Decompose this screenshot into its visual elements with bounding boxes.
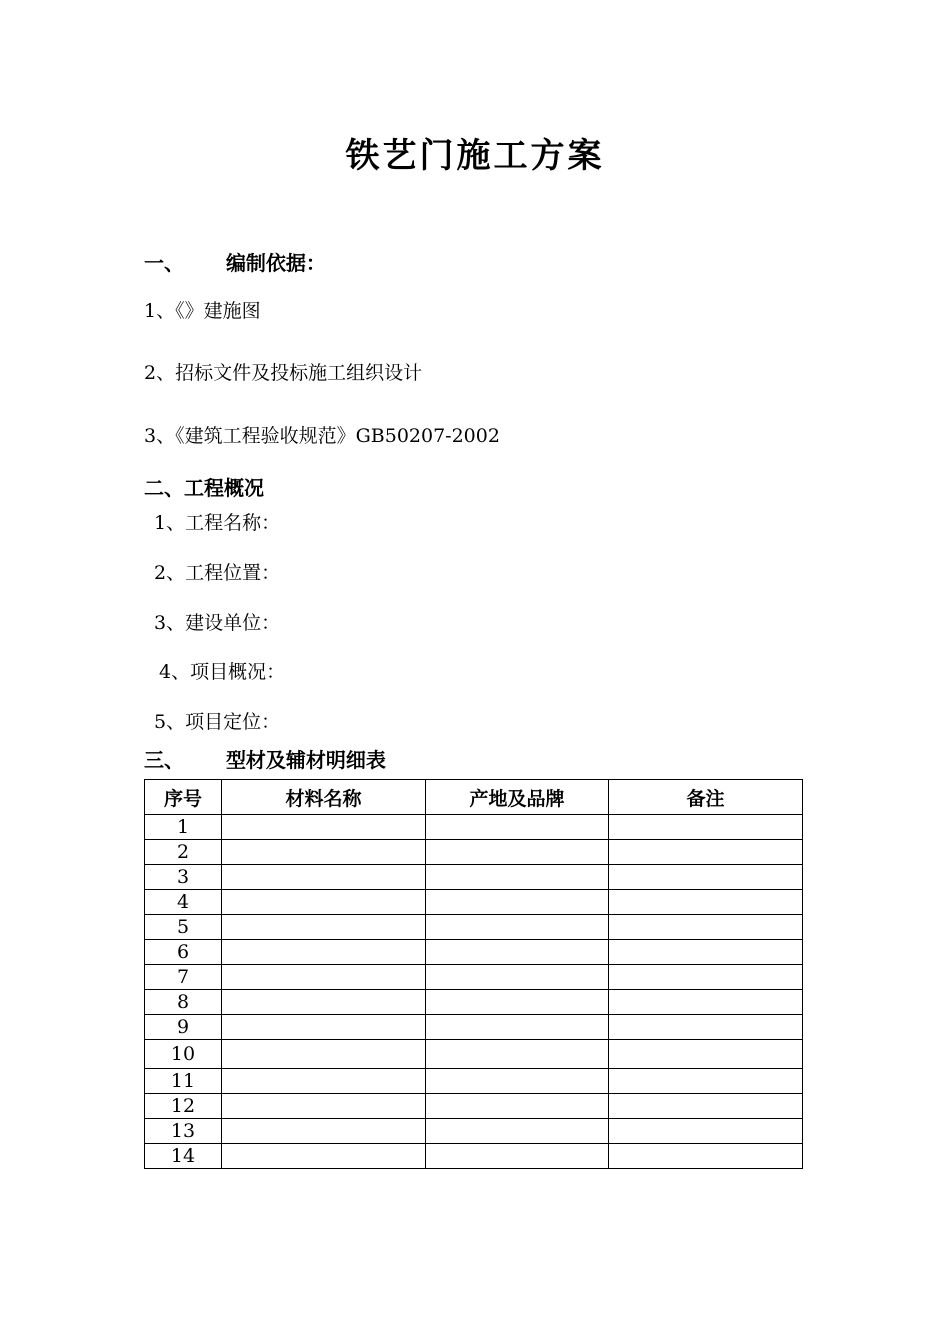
cell-material-name [222,1069,426,1094]
cell-remarks [609,815,803,840]
cell-origin-brand [426,815,609,840]
cell-material-name [222,890,426,915]
table-row [145,990,803,1015]
cell-origin-brand [426,965,609,990]
table-row [145,940,803,965]
row-seq: 9 [145,1015,222,1040]
cell-origin-brand [426,1040,609,1069]
table-row [145,965,803,990]
basis-item-3: 3、《建筑工程验收规范》GB50207-2002 [144,425,500,447]
cell-origin-brand [426,1119,609,1144]
cell-material-name [222,840,426,865]
overview-item-1: 1、工程名称： [154,512,281,534]
cell-origin-brand [426,940,609,965]
table-row [145,840,803,865]
section3-heading-text: 型材及辅材明细表 [225,748,386,772]
row-seq: 7 [145,965,222,990]
cell-origin-brand [426,915,609,940]
cell-origin-brand [426,990,609,1015]
overview-item-5: 5、项目定位： [154,711,281,733]
cell-material-name [222,990,426,1015]
cell-material-name [222,1094,426,1119]
cell-origin-brand [426,890,609,915]
row-seq: 4 [145,890,222,915]
table-row [145,1144,803,1169]
cell-remarks [609,1144,803,1169]
cell-remarks [609,1069,803,1094]
basis-item-1: 1、《》建施图 [144,300,261,322]
row-seq: 5 [145,915,222,940]
cell-material-name [222,815,426,840]
cell-material-name [222,1144,426,1169]
row-seq: 14 [145,1144,222,1169]
table-row [145,1119,803,1144]
row-seq: 8 [145,990,222,1015]
header-remarks: 备注 [609,780,803,815]
cell-material-name [222,1015,426,1040]
cell-origin-brand [426,1069,609,1094]
cell-material-name [222,940,426,965]
cell-material-name [222,965,426,990]
row-seq: 2 [145,840,222,865]
row-seq: 10 [145,1040,222,1069]
cell-remarks [609,940,803,965]
overview-item-2: 2、工程位置： [154,562,281,584]
cell-remarks [609,1040,803,1069]
cell-remarks [609,1015,803,1040]
cell-remarks [609,1094,803,1119]
table-row [145,1015,803,1040]
cell-remarks [609,1119,803,1144]
cell-remarks [609,915,803,940]
section1-heading-number: 一、 [144,251,184,275]
row-seq: 3 [145,865,222,890]
materials-table [144,779,803,1169]
cell-remarks [609,890,803,915]
section1-heading-text: 编制依据： [225,251,326,275]
cell-remarks [609,865,803,890]
cell-remarks [609,840,803,865]
section1-heading [144,247,326,276]
table-row [145,890,803,915]
header-seq: 序号 [145,780,222,815]
cell-remarks [609,965,803,990]
cell-material-name [222,1119,426,1144]
cell-material-name [222,915,426,940]
table-row [145,1094,803,1119]
header-origin-brand: 产地及品牌 [426,780,609,815]
table-row [145,815,803,840]
section2-heading: 二、工程概况 [144,476,264,500]
row-seq: 11 [145,1069,222,1094]
table-row [145,865,803,890]
cell-material-name [222,1040,426,1069]
row-seq: 13 [145,1119,222,1144]
cell-remarks [609,990,803,1015]
row-seq: 1 [145,815,222,840]
cell-origin-brand [426,1094,609,1119]
section3-heading [144,744,386,773]
cell-origin-brand [426,865,609,890]
overview-item-4: 4、项目概况： [159,661,286,683]
cell-origin-brand [426,1144,609,1169]
cell-origin-brand [426,840,609,865]
table-row [145,915,803,940]
row-seq: 6 [145,940,222,965]
cell-origin-brand [426,1015,609,1040]
table-header-row [145,780,803,815]
page-title: 铁艺门施工方案 [345,136,605,176]
basis-item-2: 2、招标文件及投标施工组织设计 [144,362,423,384]
table-row [145,1040,803,1069]
section3-heading-number: 三、 [144,748,184,772]
overview-item-3: 3、建设单位： [154,612,281,634]
header-material-name: 材料名称 [222,780,426,815]
table-row [145,1069,803,1094]
cell-material-name [222,865,426,890]
row-seq: 12 [145,1094,222,1119]
